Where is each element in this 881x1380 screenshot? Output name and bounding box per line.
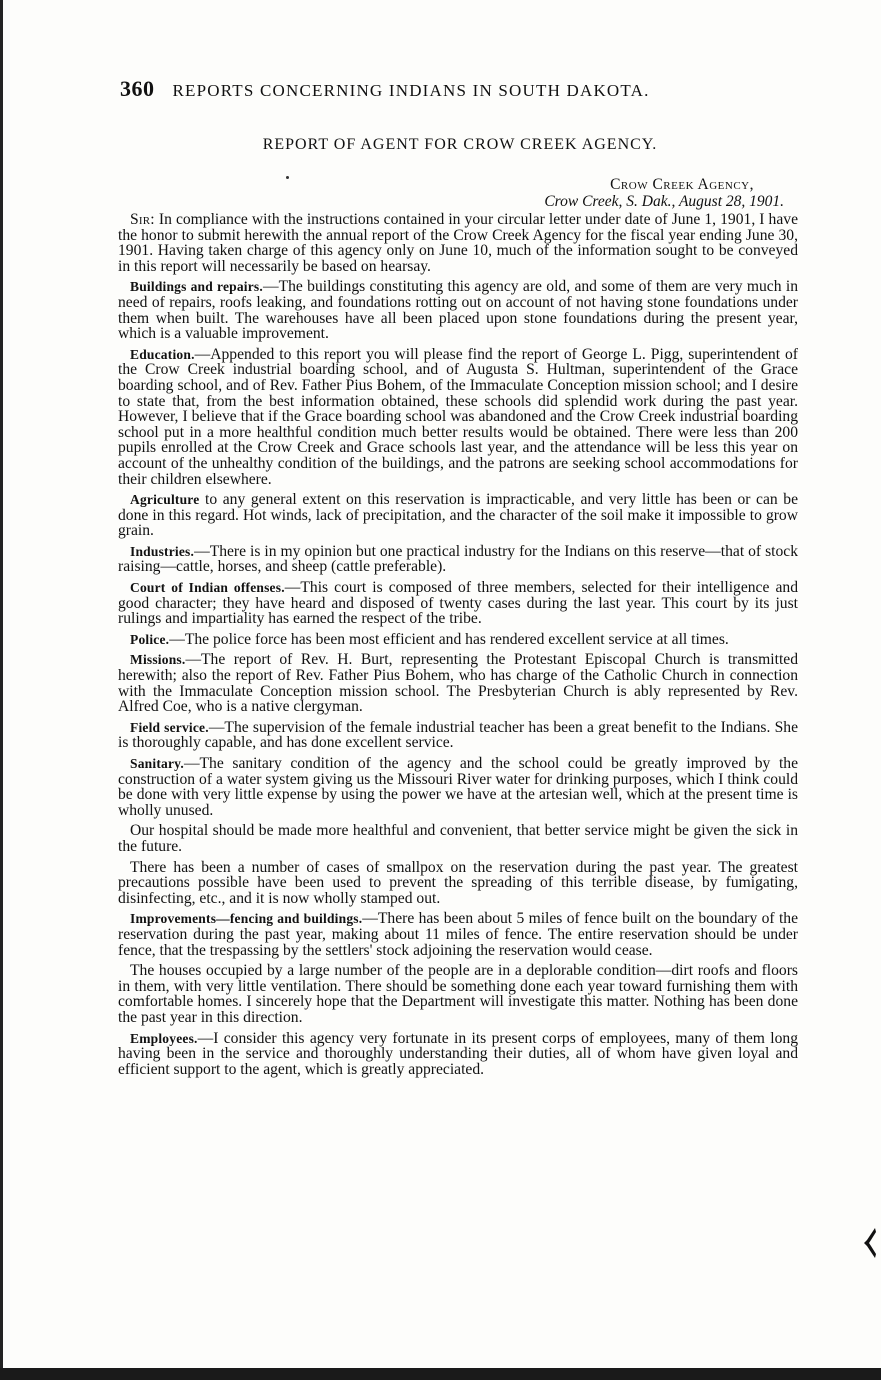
- running-head: REPORTS CONCERNING INDIANS IN SOUTH DAKOTA.: [172, 81, 650, 100]
- paragraph-heading: Employees.: [130, 1030, 198, 1046]
- paragraph: [118, 652, 798, 714]
- paragraph: [118, 492, 798, 539]
- paragraph-heading: Court of Indian offenses.: [130, 580, 285, 596]
- paragraph-text: In compliance with the instructions contained in your circular letter under date of June 1, 1901, I have the honor to submit herewith the annual report of the Crow Creek Agency for the fiscal year ending June 30, 1901. Having taken charge of this agency only on June 10, much of the information sought to be conveyed in this report will necessarily be based on hearsay.: [118, 211, 798, 275]
- paragraph: [118, 963, 798, 1025]
- paragraph: [118, 860, 798, 907]
- paragraph: [118, 720, 798, 751]
- paragraph-heading: Field service.: [130, 719, 209, 735]
- paragraph: [118, 212, 798, 274]
- paragraph-heading: Sir:: [130, 211, 155, 228]
- paragraph: [118, 756, 798, 818]
- paragraph-heading: Police.: [130, 631, 170, 647]
- binder-clip-mark: [863, 1226, 877, 1260]
- paragraph-heading: Industries.: [130, 543, 195, 559]
- paragraph-text: —There has been about 5 miles of fence built on the boundary of the reservation during the past year, making about 11 miles of fence. The entire reservation should be under fence, that the trespassing by the settlers' stock adjoining the reservation would cease.: [118, 910, 798, 959]
- paragraph: [118, 911, 798, 958]
- paragraph: [118, 632, 798, 648]
- paragraph-text: The houses occupied by a large number of the people are in a deplorable condition—dirt roofs and floors in them, with very little ventilation. There should be something done each year toward furnishing them with comfortable homes. I sincerely hope that the Department will investigate this matter. Nothing has been done the past year in this direction.: [118, 962, 798, 1026]
- paragraph-heading: Improvements—fencing and buildings.: [130, 911, 363, 927]
- paragraph-text: —The buildings constituting this agency are old, and some of them are very much in need of repairs, roofs leaking, and foundations rotting out on account of not having stone foundations under them when built. The warehouses have all been placed upon stone foundations during the present year, which is a valuable improvement.: [118, 278, 798, 343]
- paragraph-text: —Appended to this report you will please find the report of George L. Pigg, superintendent of the Crow Creek industrial boarding school, and of Augusta S. Hultman, superintendent of the Grace boarding school, and of Rev. Father Pius Bohem, of the Immaculate Conception mission school; and I desire to state that, from the best information obtained, these schools did splendid work during the past year. However, I believe that if the Grace boarding school was abandoned and the Crow Creek industrial boarding school put in a more healthful condition much better results would be obtained. There were less than 200 pupils enrolled at the Crow Creek and Grace schools last year, and the attendance will be less this year on account of the unhealthy condition of the buildings, and the patrons are seeking school accommodations for their children elsewhere.: [118, 345, 798, 488]
- paragraph-text: —There is in my opinion but one practical industry for the Indians on this reserve—that of stock raising—cattle, horses, and sheep (cattle preferable).: [118, 542, 798, 576]
- dateline: [120, 176, 784, 210]
- paragraph-text: Our hospital should be made more healthful and convenient, that better service might be given the sick in the future.: [118, 822, 798, 855]
- paragraph-text: —I consider this agency very fortunate in its present corps of employees, many of them long having been in the service and thoroughly understanding their duties, all of whom have given loyal and efficient support to the agent, which is greatly appreciated.: [118, 1029, 798, 1078]
- page-number: 360: [120, 76, 155, 101]
- paragraph-heading: Sanitary.: [130, 756, 184, 771]
- paragraph-heading: Agriculture: [130, 492, 200, 508]
- dateline-place-date: Crow Creek, S. Dak., August 28, 1901.: [544, 193, 784, 210]
- paragraph-text: —The police force has been most efficient and has rendered excellent service at all times.: [169, 630, 729, 648]
- paragraph-text: —The supervision of the female industrial teacher has been a great benefit to the Indians. She is thoroughly capable, and has done excellent service.: [118, 718, 798, 752]
- paragraph: [118, 279, 798, 341]
- paragraph-heading: Education.: [130, 346, 195, 362]
- paragraph-text: —The sanitary condition of the agency and the school could be greatly improved by the construction of a water system giving us the Missouri River water for drinking purposes, which I think could be done with very little expense by using the power we have at the artesian well, which at the present time is wholly unused.: [118, 755, 798, 819]
- dateline-agency: Crow Creek Agency,: [610, 176, 754, 193]
- page-header: [120, 76, 800, 102]
- paragraph: [118, 823, 798, 854]
- paragraph-text: There has been a number of cases of smallpox on the reservation during the past year. The greatest precautions possible have been used to prevent the spreading of this terrible disease, by fumigating, disinfecting, etc., and it is now wholly stamped out.: [118, 858, 798, 907]
- page-bottom-edge: [0, 1368, 881, 1380]
- report-title: REPORT OF AGENT FOR CROW CREEK AGENCY.: [262, 136, 658, 153]
- paragraph: [118, 580, 798, 627]
- paragraph-heading: Buildings and repairs.: [130, 279, 263, 295]
- paragraph-text: to any general extent on this reservation is impracticable, and very little has been or can be done in this regard. Hot winds, lack of precipitation, and the character of the soil make it impossible to grow grain.: [118, 491, 798, 540]
- paragraph-text: —The report of Rev. H. Burt, representing the Protestant Episcopal Church is transmitted herewith; also the report of Rev. Father Pius Bohem, who has charge of the Catholic Church in connection with the Immaculate Conception mission school. The Presbyterian Church is ably represented by Rev. Alfred Coe, who is a native clergyman.: [118, 651, 798, 716]
- paragraph: [118, 544, 798, 575]
- paragraph-text: —This court is composed of three members, selected for their intelligence and good character; they have heard and disposed of twenty cases during the last year. This court by its just rulings and impartiality has earned the respect of the tribe.: [118, 579, 798, 628]
- paragraph-heading: Missions.: [130, 652, 186, 668]
- page-left-edge: [0, 0, 3, 1380]
- paragraph: [118, 347, 798, 487]
- paragraph: [118, 1031, 798, 1078]
- report-body: [118, 212, 798, 1082]
